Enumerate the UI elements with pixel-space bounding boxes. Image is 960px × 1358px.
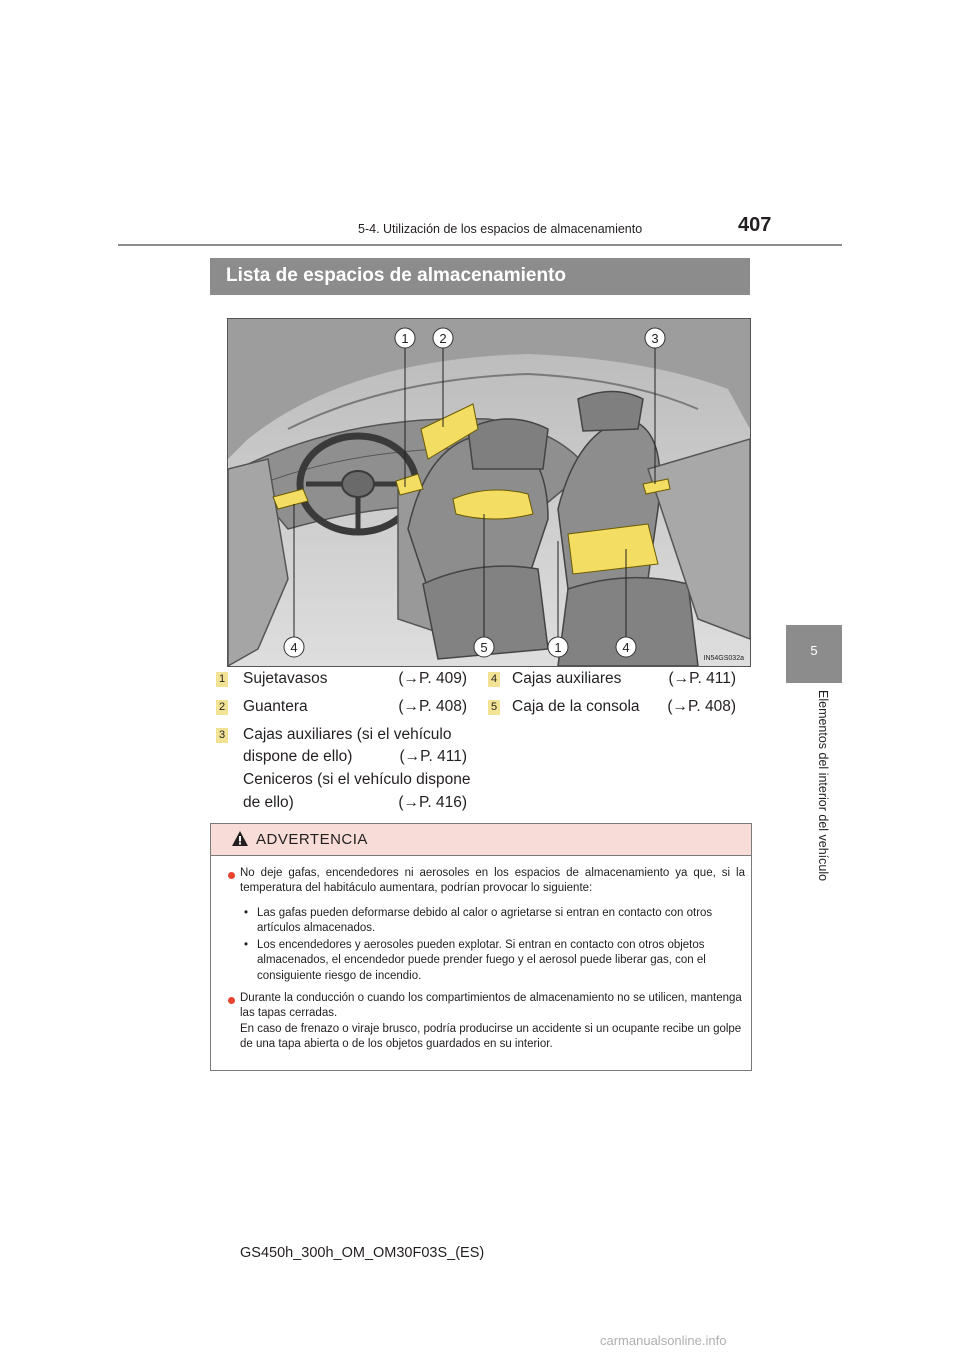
chapter-title: Elementos del interior del vehículo (816, 690, 830, 882)
sub-bullet-mark: • (244, 939, 249, 951)
watermark: carmanualsonline.info (600, 1333, 727, 1348)
bullet-dot (228, 872, 235, 879)
warning-bullet-2b: En caso de frenazo o viraje brusco, podría producirse un accidente si un ocupante recibe un golpe de una tapa abierta o de los objetos guardados en su interior. (240, 1023, 742, 1051)
chapter-tab (786, 625, 842, 683)
illustration-code: IN54GS032a (703, 655, 744, 662)
section-title: Lista de espacios de almacenamiento (226, 265, 567, 286)
warning-title: ADVERTENCIA (256, 831, 368, 848)
callout-1b: 1 (554, 640, 562, 655)
legend-number-5: 5 (488, 700, 500, 715)
section-heading-bar (210, 258, 750, 295)
warning-bullet-2a: Durante la conducción o cuando los compartimientos de almacenamiento no se utilicen, mantenga las tapas cerradas. (240, 992, 742, 1020)
legend-number-3: 3 (216, 728, 228, 743)
legend-number-1: 1 (216, 672, 228, 687)
legend-ref-2: (→P. 408) (398, 698, 467, 715)
legend-label-3-line3: Ceniceros (si el vehículo dispone (243, 771, 471, 788)
callout-4: 4 (290, 640, 298, 655)
car-interior-drawing (228, 319, 750, 666)
callout-3: 3 (651, 331, 659, 346)
callout-1: 1 (401, 331, 409, 346)
warning-sub-1: Las gafas pueden deformarse debido al calor o agrietarse si entran en contacto con otros artículos almacenados. (257, 907, 713, 935)
legend-label-5: Caja de la consola (512, 698, 640, 715)
warning-bullet-1: No deje gafas, encendedores ni aerosoles en los espacios de almacenamiento ya que, si la temperatura del habitáculo aumentara, podrían provocar lo siguiente: (240, 867, 745, 895)
warning-box (210, 823, 752, 1071)
legend-label-3-line2: dispone de ello) (243, 748, 353, 765)
storage-illustration (227, 318, 751, 667)
legend-ref-1: (→P. 409) (398, 670, 467, 687)
legend-label-1: Sujetavasos (243, 670, 328, 687)
legend-label-3-line4: de ello) (243, 794, 294, 811)
callout-2: 2 (439, 331, 447, 346)
legend-ref-3b: (→P. 416) (398, 794, 467, 811)
warning-sub-2: Los encendedores y aerosoles pueden explotar. Si entran en contacto con otros objetos almacenados, el encendedor puede prender fuego y el aerosol puede liberar gas, con el consiguiente riesgo de incendio. (257, 939, 706, 982)
callout-4b: 4 (622, 640, 630, 655)
legend-number-4: 4 (488, 672, 500, 687)
legend-label-2: Guantera (243, 698, 308, 715)
legend-label-4: Cajas auxiliares (512, 670, 622, 687)
warning-header (211, 824, 751, 856)
sub-bullet-mark: • (244, 907, 249, 919)
header-rule (118, 244, 842, 246)
legend-ref-5: (→P. 408) (667, 698, 736, 715)
page-number: 407 (738, 214, 772, 236)
bullet-dot (228, 997, 235, 1004)
legend-label-3-line1: Cajas auxiliares (si el vehículo (243, 726, 452, 743)
callout-5: 5 (480, 640, 488, 655)
running-header: 5-4. Utilización de los espacios de almacenamiento (358, 222, 643, 236)
legend-ref-3a: (→P. 411) (399, 748, 467, 765)
chapter-number: 5 (810, 643, 818, 658)
legend-ref-4: (→P. 411) (668, 670, 736, 687)
legend-number-2: 2 (216, 700, 228, 715)
document-code: GS450h_300h_OM_OM30F03S_(ES) (240, 1245, 485, 1261)
warning-triangle-icon (231, 830, 249, 847)
